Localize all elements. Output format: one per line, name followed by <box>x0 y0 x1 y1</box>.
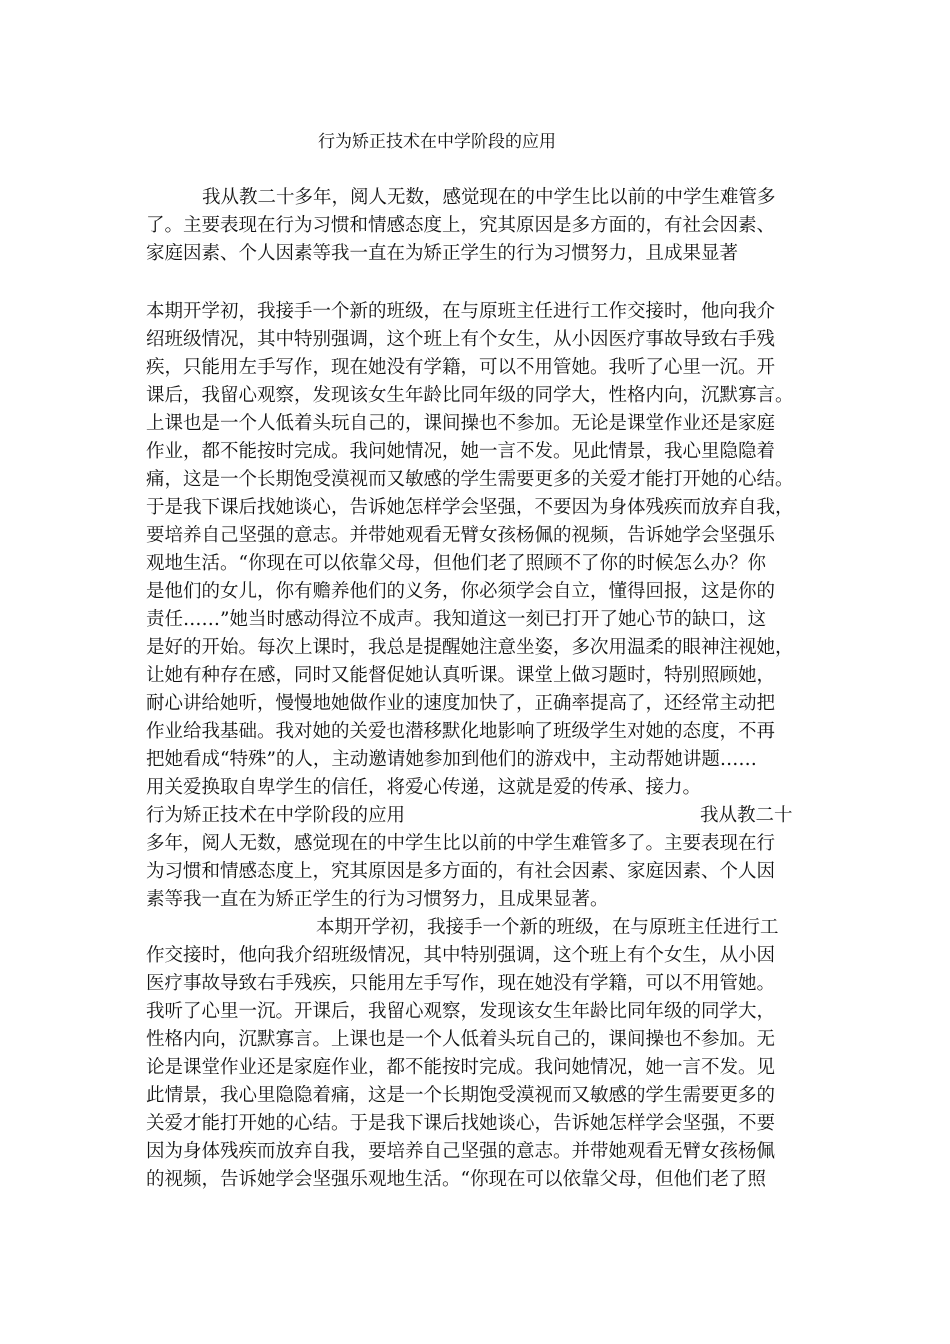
text-line: 把她看成“特殊”的人，主动邀请她参加到他们的游戏中，主动帮她讲题…… <box>146 749 757 770</box>
text-line: 论是课堂作业还是家庭作业，都不能按时完成。我问她情况，她一言不发。见 <box>146 1057 776 1078</box>
text-line: 用关爱换取自卑学生的信任，将爱心传递，这就是爱的传承、接力。 <box>146 777 702 798</box>
text-line: 痛，这是一个长期饱受漠视而又敏感的学生需要更多的关爱才能打开她的心结。 <box>146 469 794 490</box>
text-line: 疾，只能用左手写作，现在她没有学籍，可以不用管她。我听了心里一沉。开 <box>146 357 776 378</box>
text-line: 多年，阅人无数，感觉现在的中学生比以前的中学生难管多了。主要表现在行 <box>146 833 776 854</box>
text-line: 家庭因素、个人因素等我一直在为矫正学生的行为习惯努力，且成果显著 <box>146 243 739 264</box>
text-line: 于是我下课后找她谈心，告诉她怎样学会坚强，不要因为身体残疾而放弃自我， <box>146 497 794 518</box>
text-line: 我听了心里一沉。开课后，我留心观察，发现该女生年龄比同年级的同学大， <box>146 1001 776 1022</box>
text-line: 本期开学初，我接手一个新的班级，在与原班主任进行工 <box>316 917 779 938</box>
text-line: 素等我一直在为矫正学生的行为习惯努力，且成果显著。 <box>146 889 609 910</box>
text-line: 我从教二十多年，阅人无数，感觉现在的中学生比以前的中学生难管多 <box>202 187 776 208</box>
text-line: 作交接时，他向我介绍班级情况，其中特别强调，这个班上有个女生，从小因 <box>146 945 776 966</box>
text-line: 上课也是一个人低着头玩自己的，课间操也不参加。无论是课堂作业还是家庭 <box>146 413 776 434</box>
text-line: 了。主要表现在行为习惯和情感态度上，究其原因是多方面的，有社会因素、 <box>146 215 776 236</box>
text-line: 关爱才能打开她的心结。于是我下课后找她谈心，告诉她怎样学会坚强，不要 <box>146 1113 776 1134</box>
text-line: 作业，都不能按时完成。我问她情况，她一言不发。见此情景，我心里隐隐着 <box>146 441 776 462</box>
text-line-right: 我从教二十 <box>700 805 793 826</box>
text-line: 让她有种存在感，同时又能督促她认真听课。课堂上做习题时，特别照顾她， <box>146 665 776 686</box>
text-line: 观地生活。“你现在可以依靠父母，但他们老了照顾不了你的时候怎么办？你 <box>146 553 766 574</box>
text-line: 耐心讲给她听，慢慢地她做作业的速度加快了，正确率提高了，还经常主动把 <box>146 693 776 714</box>
text-line: 医疗事故导致右手残疾，只能用左手写作，现在她没有学籍，可以不用管她。 <box>146 973 776 994</box>
text-line: 本期开学初，我接手一个新的班级，在与原班主任进行工作交接时，他向我介 <box>146 301 776 322</box>
text-line: 要培养自己坚强的意志。并带她观看无臂女孩杨佩的视频，告诉她学会坚强乐 <box>146 525 776 546</box>
text-line: 的视频，告诉她学会坚强乐观地生活。“你现在可以依靠父母，但他们老了照 <box>146 1169 766 1190</box>
text-line: 是他们的女儿，你有赡养他们的义务，你必须学会自立，懂得回报，这是你的 <box>146 581 776 602</box>
text-line: 绍班级情况，其中特别强调，这个班上有个女生，从小因医疗事故导致右手残 <box>146 329 776 350</box>
text-line: 此情景，我心里隐隐着痛，这是一个长期饱受漠视而又敏感的学生需要更多的 <box>146 1085 776 1106</box>
text-line: 因为身体残疾而放弃自我，要培养自己坚强的意志。并带她观看无臂女孩杨佩 <box>146 1141 776 1162</box>
text-line: 作业给我基础。我对她的关爱也潜移默化地影响了班级学生对她的态度，不再 <box>146 721 776 742</box>
text-line: 是好的开始。每次上课时，我总是提醒她注意坐姿，多次用温柔的眼神注视她， <box>146 637 794 658</box>
repeated-title-line: 行为矫正技术在中学阶段的应用 <box>146 805 406 826</box>
text-line: 责任……”她当时感动得泣不成声。我知道这一刻已打开了她心节的缺口，这 <box>146 609 766 630</box>
text-line: 为习惯和情感态度上，究其原因是多方面的，有社会因素、家庭因素、个人因 <box>146 861 776 882</box>
text-line: 性格内向，沉默寡言。上课也是一个人低着头玩自己的，课间操也不参加。无 <box>146 1029 776 1050</box>
text-line: 课后，我留心观察，发现该女生年龄比同年级的同学大，性格内向，沉默寡言。 <box>146 385 794 406</box>
document-title: 行为矫正技术在中学阶段的应用 <box>318 132 556 152</box>
